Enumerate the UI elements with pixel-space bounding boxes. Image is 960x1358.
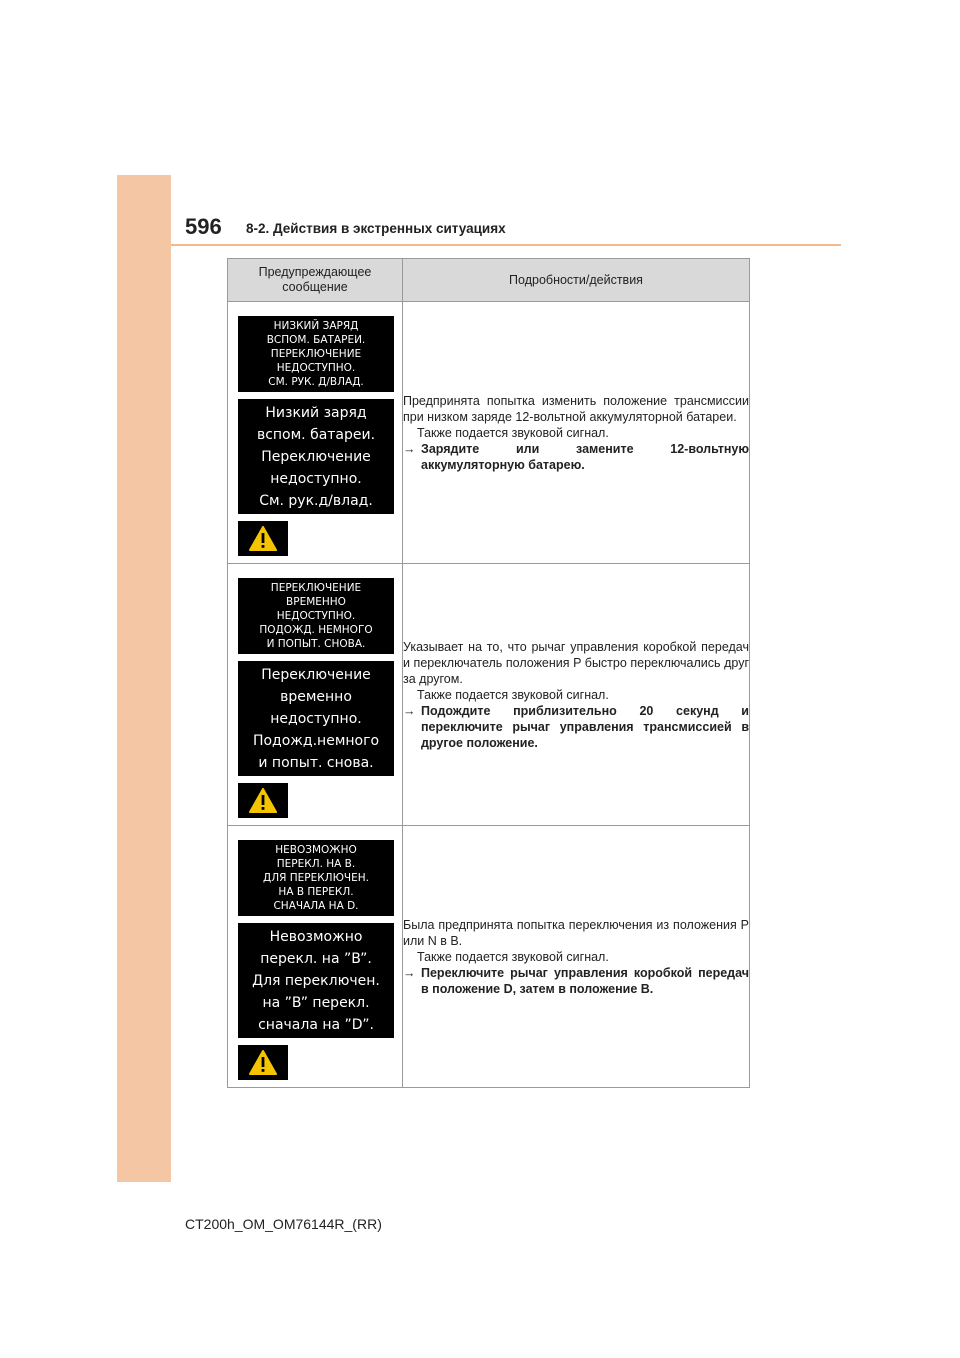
sound-note: Также подается звуковой сигнал. xyxy=(417,687,609,702)
details-cell xyxy=(403,302,750,564)
arrow-icon: → xyxy=(403,441,416,456)
arrow-icon: → xyxy=(403,703,416,718)
action-text: → Переключите рычаг управления коробкой передач в положение D, затем в положение B. xyxy=(403,965,749,996)
arrow-icon: → xyxy=(403,965,416,980)
display-screen-mixed: Переключение временно недоступно. Подожд.немного и попыт. снова. xyxy=(238,661,394,776)
warning-triangle-icon xyxy=(238,783,288,818)
warning-triangle-icon xyxy=(238,521,288,556)
warning-messages-table xyxy=(227,258,750,1088)
display-screen-caps: НЕВОЗМОЖНО ПЕРЕКЛ. НА B. ДЛЯ ПЕРЕКЛЮЧЕН. НА B ПЕРЕКЛ. СНАЧАЛА НА D. xyxy=(238,840,394,916)
col1-header: Предупреждающее сообщение xyxy=(228,259,403,302)
display-screen-mixed: Невозможно перекл. на ”B”. Для переключен. на ”B” перекл. сначала на ”D”. xyxy=(238,923,394,1038)
table-row xyxy=(228,302,750,564)
table-row xyxy=(228,564,750,826)
table-header-row xyxy=(228,259,750,302)
message-screens-cell xyxy=(228,564,403,826)
description-text: Предпринята попытка изменить положение трансмиссии при низком заряде 12-вольтной аккумуляторной батареи. xyxy=(403,393,749,424)
sound-note: Также подается звуковой сигнал. xyxy=(417,425,609,440)
description-text: Указывает на то, что рычаг управления коробкой передач и переключатель положения P быстро переключались друг за другом. xyxy=(403,639,749,686)
display-screen-mixed: Низкий заряд вспом. батареи. Переключение недоступно. См. рук.д/влад. xyxy=(238,399,394,514)
table-row xyxy=(228,826,750,1088)
sound-note: Также подается звуковой сигнал. xyxy=(417,949,609,964)
section-title: 8-2. Действия в экстренных ситуациях xyxy=(246,221,506,236)
details-cell xyxy=(403,826,750,1088)
col2-header: Подробности/действия xyxy=(403,259,750,302)
action-text: → Зарядите или замените 12-вольтную аккумуляторную батарею. xyxy=(403,441,749,472)
display-screen-caps: НИЗКИЙ ЗАРЯД ВСПОМ. БАТАРЕИ. ПЕРЕКЛЮЧЕНИЕ НЕДОСТУПНО. СМ. РУК. Д/ВЛАД. xyxy=(238,316,394,392)
message-screens-cell xyxy=(228,302,403,564)
display-screen-caps: ПЕРЕКЛЮЧЕНИЕ ВРЕМЕННО НЕДОСТУПНО. ПОДОЖД. НЕМНОГО И ПОПЫТ. СНОВА. xyxy=(238,578,394,654)
action-text: → Подождите приблизительно 20 секунд и переключите рычаг управления трансмиссией в другое положение. xyxy=(403,703,749,750)
details-cell xyxy=(403,564,750,826)
footer-code: CT200h_OM_OM76144R_(RR) xyxy=(185,1216,382,1232)
header-rule xyxy=(171,244,841,246)
description-text: Была предпринята попытка переключения из положения P или N в B. xyxy=(403,917,749,948)
message-screens-cell xyxy=(228,826,403,1088)
page-number: 596 xyxy=(185,214,222,239)
warning-triangle-icon xyxy=(238,1045,288,1080)
side-band xyxy=(117,175,171,1182)
